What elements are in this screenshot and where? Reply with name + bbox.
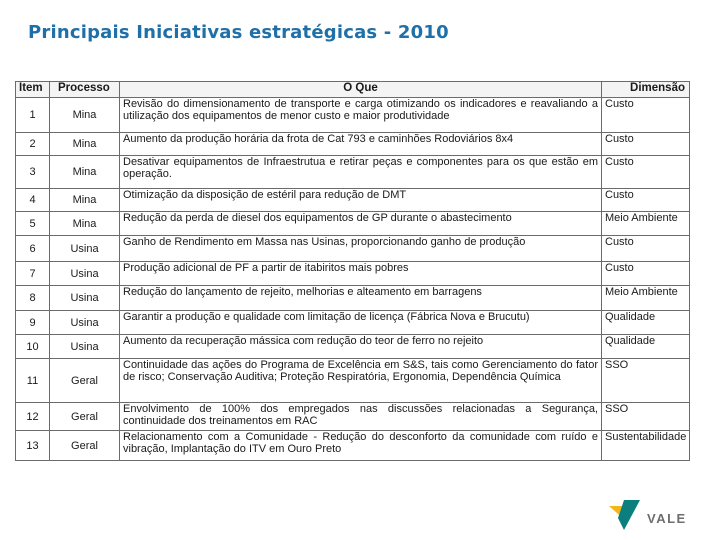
header-o-que: O Que: [120, 82, 602, 98]
cell-item: 1: [16, 98, 50, 133]
cell-processo: Mina: [50, 189, 120, 212]
table-row: [16, 335, 690, 359]
table-row: [16, 359, 690, 403]
cell-o-que: Otimização da disposição de estéril para redução de DMT: [120, 189, 602, 212]
cell-o-que: Produção adicional de PF a partir de itabiritos mais pobres: [120, 262, 602, 286]
table-row: [16, 98, 690, 133]
cell-item: 13: [16, 431, 50, 461]
cell-processo: Usina: [50, 335, 120, 359]
cell-processo: Usina: [50, 286, 120, 311]
table-row: [16, 403, 690, 431]
cell-o-que: Aumento da produção horária da frota de Cat 793 e caminhões Rodoviários 8x4: [120, 133, 602, 156]
cell-processo: Geral: [50, 431, 120, 461]
table-row: [16, 236, 690, 262]
cell-dimensao: Custo: [602, 262, 690, 286]
header-dimensao: Dimensão: [602, 82, 690, 98]
cell-processo: Mina: [50, 212, 120, 236]
cell-processo: Mina: [50, 133, 120, 156]
cell-item: 5: [16, 212, 50, 236]
cell-dimensao: Meio Ambiente: [602, 286, 690, 311]
page-title: Principais Iniciativas estratégicas - 2010: [28, 22, 449, 43]
table-row: [16, 189, 690, 212]
cell-dimensao: Qualidade: [602, 311, 690, 335]
cell-processo: Usina: [50, 262, 120, 286]
table-row: [16, 286, 690, 311]
cell-item: 9: [16, 311, 50, 335]
header-item: Item: [16, 82, 50, 98]
cell-dimensao: Custo: [602, 156, 690, 189]
table-row: [16, 212, 690, 236]
cell-o-que: Redução do lançamento de rejeito, melhorias e alteamento em barragens: [120, 286, 602, 311]
cell-item: 8: [16, 286, 50, 311]
cell-o-que: Continuidade das ações do Programa de Excelência em S&S, tais como Gerenciamento do fator de risco; Conservação Auditiva; Proteção Respiratória, Ergonomia, Dependência Química: [120, 359, 602, 403]
cell-dimensao: Custo: [602, 189, 690, 212]
cell-o-que: Redução da perda de diesel dos equipamentos de GP durante o abastecimento: [120, 212, 602, 236]
vale-logo: [600, 496, 700, 532]
cell-o-que: Ganho de Rendimento em Massa nas Usinas, proporcionando ganho de produção: [120, 236, 602, 262]
cell-dimensao: Meio Ambiente: [602, 212, 690, 236]
vale-logo-text: VALE: [647, 511, 687, 526]
cell-item: 10: [16, 335, 50, 359]
cell-processo: Usina: [50, 311, 120, 335]
cell-o-que: Garantir a produção e qualidade com limitação de licença (Fábrica Nova e Brucutu): [120, 311, 602, 335]
cell-processo: Geral: [50, 403, 120, 431]
cell-dimensao: Custo: [602, 236, 690, 262]
cell-dimensao: Custo: [602, 133, 690, 156]
cell-processo: Mina: [50, 98, 120, 133]
cell-item: 2: [16, 133, 50, 156]
cell-item: 3: [16, 156, 50, 189]
vale-logo-teal-shape: [618, 500, 640, 530]
table-row: [16, 431, 690, 461]
table-row: [16, 311, 690, 335]
cell-dimensao: Custo: [602, 98, 690, 133]
initiatives-table: [15, 81, 690, 461]
cell-dimensao: SSO: [602, 359, 690, 403]
cell-o-que: Desativar equipamentos de Infraestrutua e retirar peças e componentes para os que estão em operação.: [120, 156, 602, 189]
header-processo: Processo: [50, 82, 120, 98]
cell-o-que: Revisão do dimensionamento de transporte e carga otimizando os indicadores e reavaliando a utilização dos equipamentos de menor custo e maior produtividade: [120, 98, 602, 133]
cell-item: 4: [16, 189, 50, 212]
cell-o-que: Aumento da recuperação mássica com redução do teor de ferro no rejeito: [120, 335, 602, 359]
table-row: [16, 156, 690, 189]
cell-item: 12: [16, 403, 50, 431]
cell-o-que: Envolvimento de 100% dos empregados nas discussões relacionadas a Segurança, continuidade dos treinamentos em RAC: [120, 403, 602, 431]
cell-item: 6: [16, 236, 50, 262]
cell-dimensao: Qualidade: [602, 335, 690, 359]
cell-dimensao: Sustentabilidade: [602, 431, 690, 461]
cell-item: 11: [16, 359, 50, 403]
table-row: [16, 262, 690, 286]
cell-processo: Geral: [50, 359, 120, 403]
cell-item: 7: [16, 262, 50, 286]
table-row: [16, 133, 690, 156]
cell-processo: Usina: [50, 236, 120, 262]
table-body: [16, 98, 690, 461]
cell-processo: Mina: [50, 156, 120, 189]
table-header-row: [16, 82, 690, 98]
cell-dimensao: SSO: [602, 403, 690, 431]
cell-o-que: Relacionamento com a Comunidade - Redução do desconforto da comunidade com ruído e vibração, Implantação do ITV em Ouro Preto: [120, 431, 602, 461]
